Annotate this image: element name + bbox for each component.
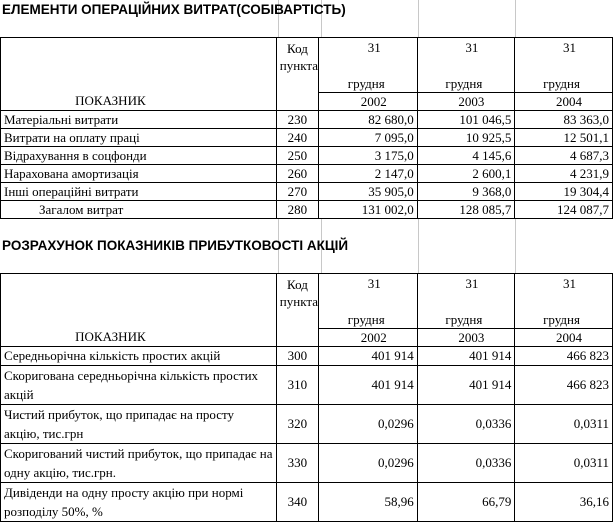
row-value-2004: 466 823 <box>515 347 613 366</box>
row-value-2004: 36,16 <box>515 483 613 522</box>
header-code-line1: Код <box>287 41 308 56</box>
row-value-2003: 10 925,5 <box>417 129 515 147</box>
row-value-2004: 4 231,9 <box>515 165 613 183</box>
header-year: 2002 <box>319 92 417 110</box>
header-year: 2002 <box>319 328 417 346</box>
row-label: Скоригований чистий прибуток, що припадає на одну акцію, тис.грн. <box>1 444 277 483</box>
header-month: грудня <box>445 76 483 91</box>
table-row <box>1 444 613 483</box>
row-value-2002: 2 147,0 <box>319 165 418 183</box>
row-value-2003: 0,0336 <box>417 444 515 483</box>
header-month: грудня <box>347 76 385 91</box>
header-date-2002 <box>319 38 418 111</box>
row-code: 280 <box>276 201 318 219</box>
row-value-2004: 124 087,7 <box>515 201 613 219</box>
row-label: Нарахована амортизація <box>1 165 277 183</box>
header-year: 2003 <box>418 328 515 346</box>
row-label: Загалом витрат <box>1 201 277 219</box>
row-value-2003: 9 368,0 <box>417 183 515 201</box>
header-indicator: ПОКАЗНИК <box>1 274 277 347</box>
row-value-2002: 401 914 <box>319 366 418 405</box>
row-code: 300 <box>276 347 318 366</box>
row-label: Витрати на оплату праці <box>1 129 277 147</box>
table-row-total <box>1 201 613 219</box>
header-day: 31 <box>367 40 381 55</box>
row-value-2004: 83 363,0 <box>515 111 613 129</box>
header-month: грудня <box>347 312 385 327</box>
header-date-2002 <box>319 274 418 347</box>
row-value-2003: 0,0336 <box>417 405 515 444</box>
table-row <box>1 366 613 405</box>
row-label: Середньорічна кількість простих акцій <box>1 347 277 366</box>
header-code <box>276 38 318 111</box>
row-value-2003: 401 914 <box>417 366 515 405</box>
header-year: 2004 <box>515 328 612 346</box>
header-date-2003 <box>417 274 515 347</box>
operating-costs-table <box>0 37 613 219</box>
header-month: грудня <box>543 312 580 327</box>
header-date-2004 <box>515 38 613 111</box>
header-day: 31 <box>563 276 576 291</box>
row-value-2002: 58,96 <box>319 483 418 522</box>
row-value-2003: 66,79 <box>417 483 515 522</box>
row-value-2004: 0,0311 <box>515 444 613 483</box>
row-value-2004: 19 304,4 <box>515 183 613 201</box>
row-value-2002: 131 002,0 <box>319 201 418 219</box>
row-value-2003: 4 145,6 <box>417 147 515 165</box>
row-code: 320 <box>276 405 318 444</box>
section1-title: ЕЛЕМЕНТИ ОПЕРАЦІЙНИХ ВИТРАТ(СОБІВАРТІСТЬ) <box>2 2 346 17</box>
header-day: 31 <box>563 40 576 55</box>
row-code: 250 <box>276 147 318 165</box>
row-value-2003: 2 600,1 <box>417 165 515 183</box>
header-code-line1: Код <box>287 277 308 292</box>
row-value-2004: 0,0311 <box>515 405 613 444</box>
row-code: 310 <box>276 366 318 405</box>
table-header-row <box>1 274 613 347</box>
table-row <box>1 483 613 522</box>
row-value-2002: 7 095,0 <box>319 129 418 147</box>
header-day: 31 <box>465 276 479 291</box>
table-row <box>1 111 613 129</box>
row-value-2004: 4 687,3 <box>515 147 613 165</box>
row-code: 330 <box>276 444 318 483</box>
table-row <box>1 147 613 165</box>
row-value-2002: 401 914 <box>319 347 418 366</box>
row-label: Відрахування в соцфонди <box>1 147 277 165</box>
row-value-2002: 0,0296 <box>319 405 418 444</box>
row-code: 260 <box>276 165 318 183</box>
header-month: грудня <box>543 76 580 91</box>
row-label: Чистий прибуток, що припадає на просту акцію, тис.грн <box>1 405 277 444</box>
table-row <box>1 129 613 147</box>
row-code: 230 <box>276 111 318 129</box>
header-month: грудня <box>445 312 483 327</box>
row-label: Дивіденди на одну просту акцію при нормі розподілу 50%, % <box>1 483 277 522</box>
row-value-2002: 3 175,0 <box>319 147 418 165</box>
row-label: Матеріальні витрати <box>1 111 277 129</box>
header-year: 2003 <box>418 92 515 110</box>
row-code: 240 <box>276 129 318 147</box>
row-code: 340 <box>276 483 318 522</box>
header-code <box>276 274 318 347</box>
row-code: 270 <box>276 183 318 201</box>
row-value-2002: 35 905,0 <box>319 183 418 201</box>
row-value-2002: 0,0296 <box>319 444 418 483</box>
table-row <box>1 165 613 183</box>
share-profitability-table <box>0 273 613 522</box>
row-value-2003: 101 046,5 <box>417 111 515 129</box>
row-value-2004: 12 501,1 <box>515 129 613 147</box>
row-value-2003: 401 914 <box>417 347 515 366</box>
row-value-2004: 466 823 <box>515 366 613 405</box>
header-code-line2: пункта <box>279 294 318 309</box>
header-code-line2: пункта <box>279 58 318 73</box>
section2-title: РОЗРАХУНОК ПОКАЗНИКІВ ПРИБУТКОВОСТІ АКЦІЙ <box>2 238 349 253</box>
row-value-2002: 82 680,0 <box>319 111 418 129</box>
header-day: 31 <box>367 276 381 291</box>
row-label: Скоригована середньорічна кількість простих акцій <box>1 366 277 405</box>
table-row <box>1 347 613 366</box>
header-indicator: ПОКАЗНИК <box>1 38 277 111</box>
header-day: 31 <box>465 40 479 55</box>
row-label: Інші операційні витрати <box>1 183 277 201</box>
header-year: 2004 <box>515 92 612 110</box>
table-row <box>1 405 613 444</box>
table-row <box>1 183 613 201</box>
table-header-row <box>1 38 613 111</box>
header-date-2003 <box>417 38 515 111</box>
header-date-2004 <box>515 274 613 347</box>
row-value-2003: 128 085,7 <box>417 201 515 219</box>
